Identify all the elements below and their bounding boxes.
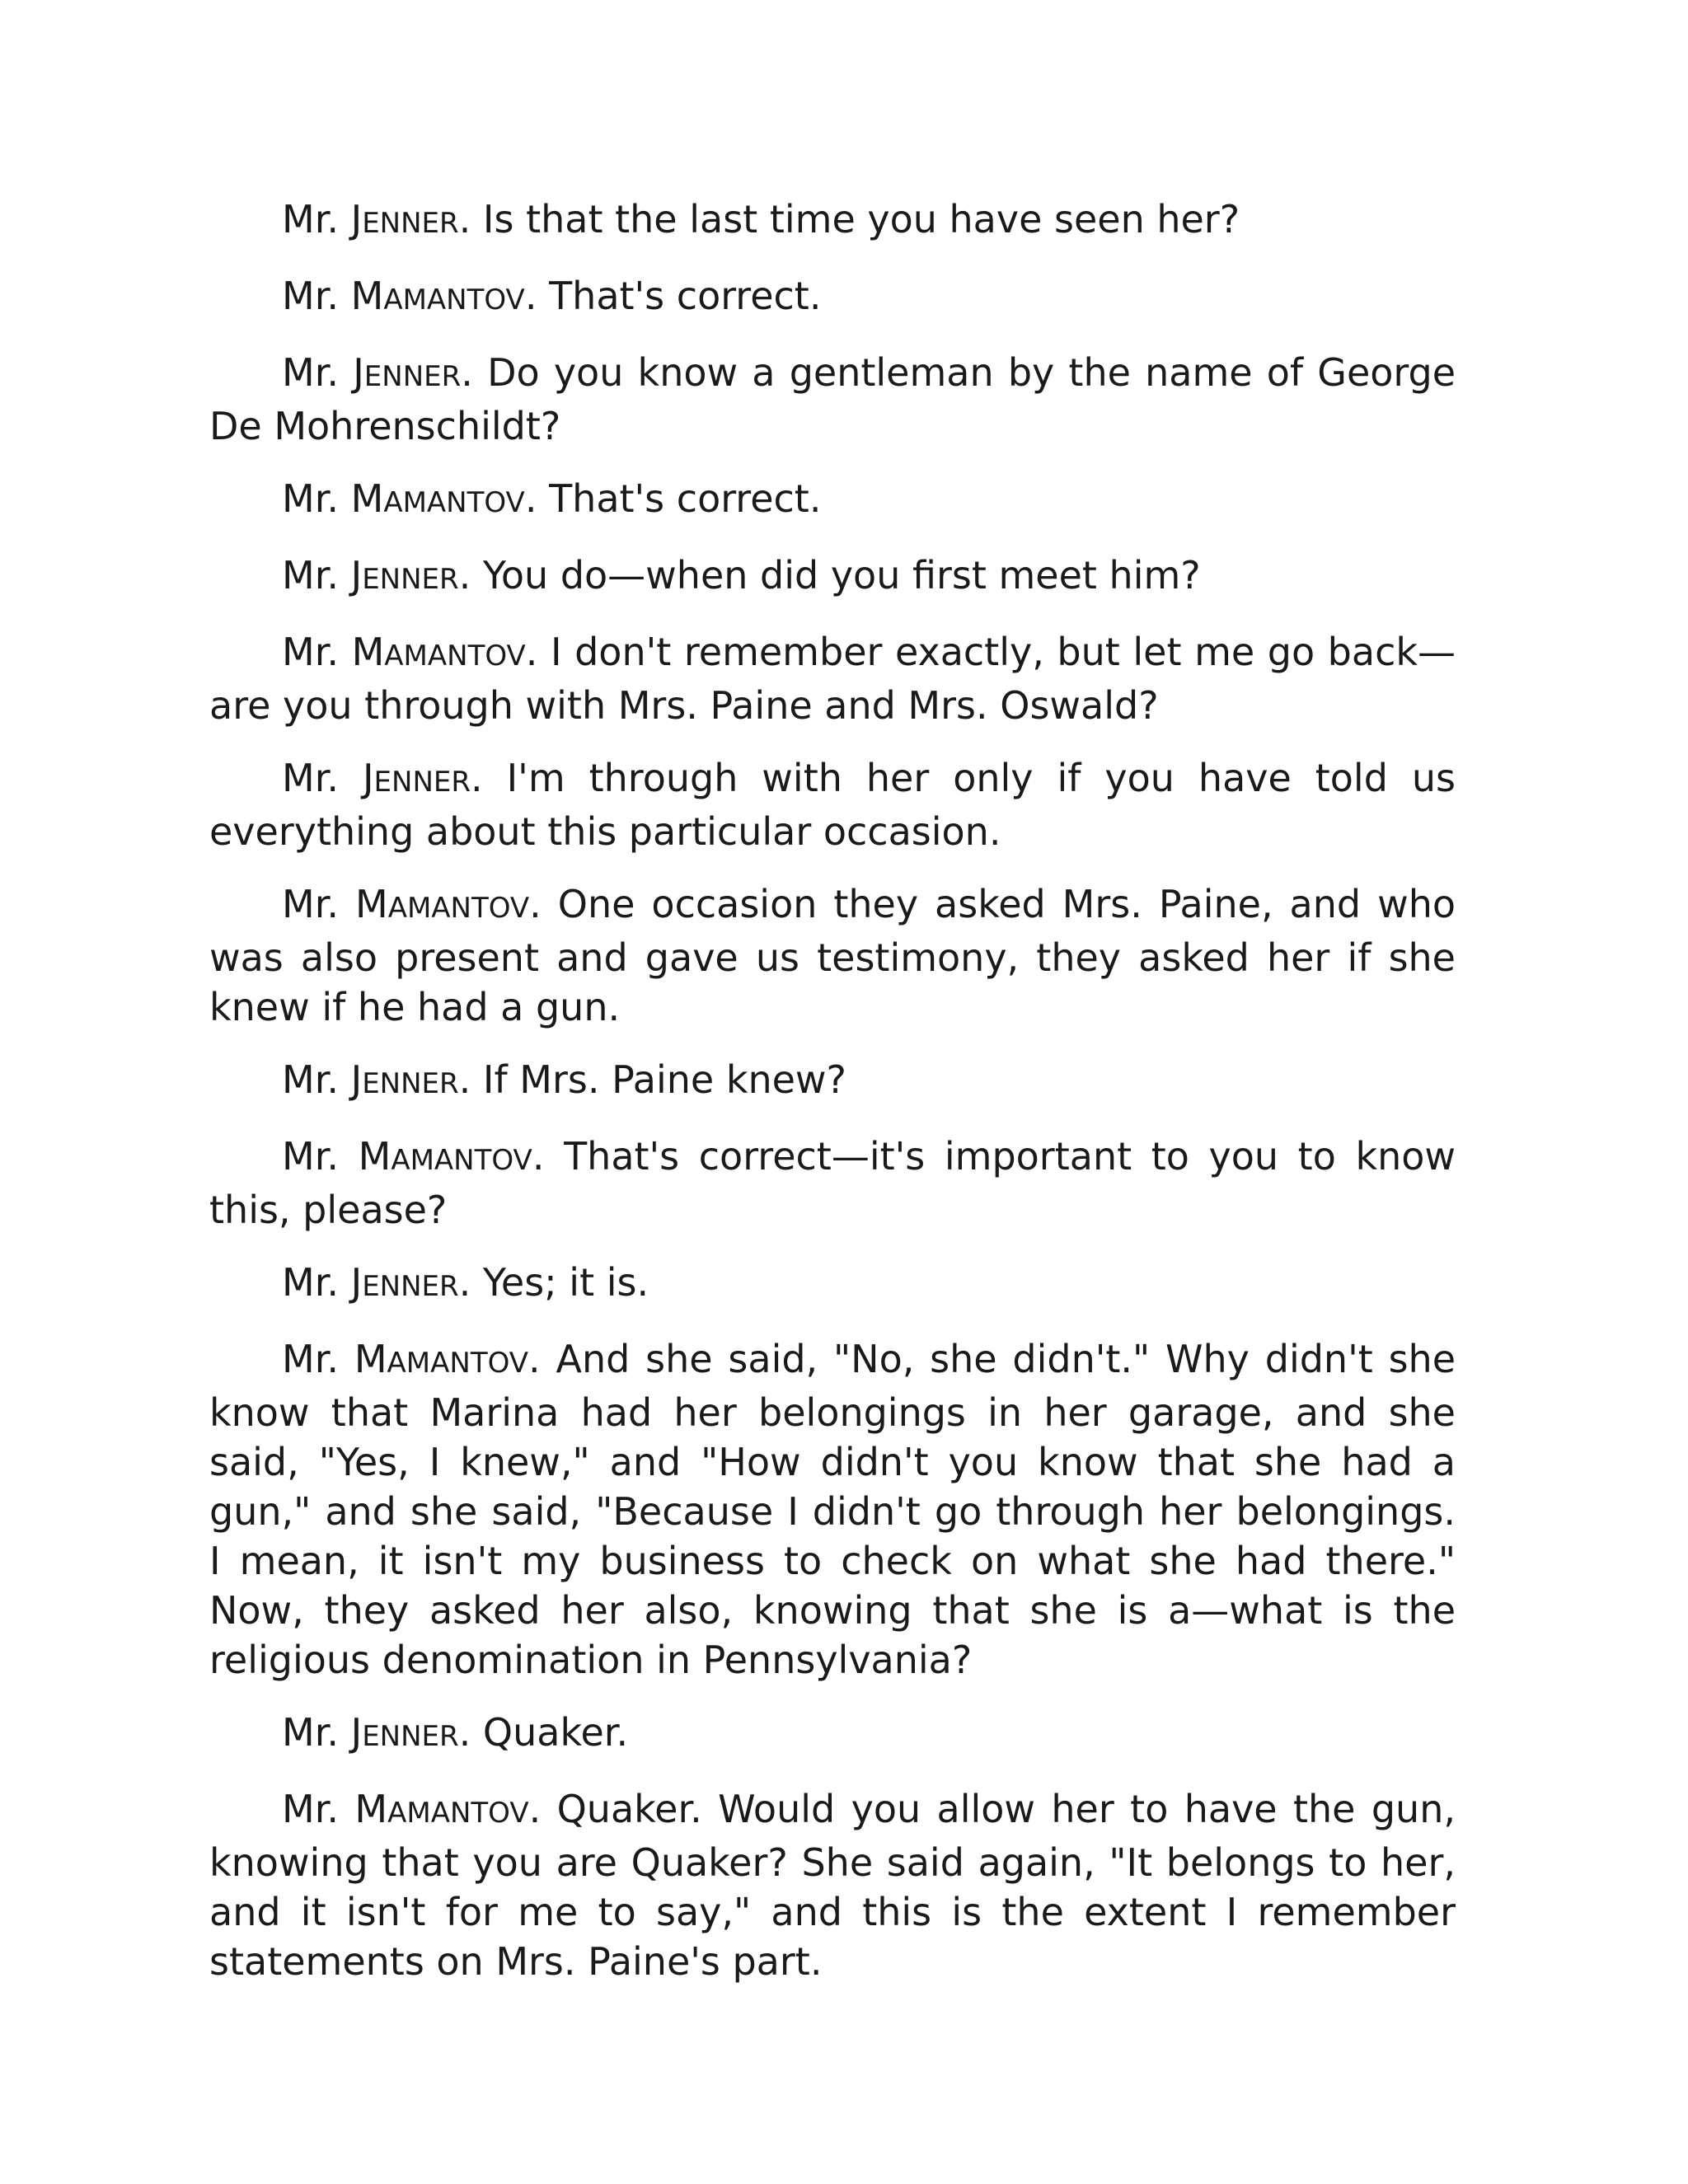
speaker-surname: AMANTOV: [384, 640, 526, 673]
dialogue-text: One occasion they asked Mrs. Paine, and who was also present and gave us testimony, they asked her if she knew if he had a gun.: [209, 882, 1456, 1029]
dialogue-text: I'm through with her only if you have told us everything about this particular occasion.: [209, 756, 1456, 854]
dialogue-paragraph: [209, 1708, 1456, 1761]
speaker-surname: ENNER: [362, 1720, 459, 1753]
dialogue-text: Is that the last time you have seen her?: [482, 197, 1240, 241]
dialogue-text: I don't remember exactly, but let me go back—are you through with Mrs. Paine and Mrs. Oswald?: [209, 630, 1456, 728]
speaker-surname: ENNER: [363, 360, 462, 393]
speaker-initial: J: [350, 1710, 363, 1755]
speaker-initial: M: [354, 1337, 387, 1381]
speaker-name: Mr. JENNER.: [282, 1710, 471, 1755]
speaker-initial: M: [350, 476, 384, 521]
speaker-title: Mr.: [282, 1057, 339, 1102]
speaker-title: Mr.: [282, 630, 339, 674]
speaker-initial: J: [350, 197, 363, 241]
speaker-surname: AMANTOV: [383, 284, 525, 316]
dialogue-text: And she said, "No, she didn't." Why didn't she know that Marina had her belongings in her garage, and she said, "Yes, I knew," and "How didn't you know that she had a gun," and she said, "Because I didn't go through her belongings. I mean, it isn't my business to check on what she had there." Now, they asked her also, knowing that she is a—what is the religious denomination in Pennsylvania?: [209, 1337, 1456, 1682]
dialogue-text: You do—when did you first meet him?: [482, 553, 1201, 598]
dialogue-text: Yes; it is.: [482, 1260, 649, 1305]
dialogue-paragraph: [209, 348, 1456, 451]
dialogue-text: That's correct.: [549, 274, 822, 318]
speaker-name: Mr. MAMANTOV.: [282, 630, 538, 674]
speaker-title: Mr.: [282, 197, 339, 241]
dialogue-paragraph: [209, 1258, 1456, 1311]
speaker-surname: ENNER: [362, 207, 459, 240]
speaker-title: Mr.: [282, 882, 339, 926]
speaker-title: Mr.: [282, 350, 339, 395]
speaker-initial: J: [353, 350, 364, 395]
speaker-name: Mr. JENNER.: [282, 350, 473, 395]
speaker-surname: ENNER: [362, 563, 459, 596]
dialogue-paragraph: [209, 627, 1456, 730]
speaker-initial: M: [358, 1134, 392, 1179]
speaker-surname: ENNER: [362, 1067, 459, 1100]
speaker-initial: M: [354, 1787, 388, 1831]
speaker-title: Mr.: [282, 1337, 339, 1381]
dialogue-text: That's correct.: [549, 476, 822, 521]
speaker-title: Mr.: [282, 1260, 339, 1305]
speaker-surname: AMANTOV: [383, 486, 525, 519]
dialogue-paragraph: [209, 1132, 1456, 1235]
transcript-page: [209, 194, 1456, 2009]
dialogue-paragraph: [209, 1784, 1456, 1986]
speaker-surname: AMANTOV: [391, 1144, 532, 1177]
speaker-initial: J: [362, 756, 374, 800]
speaker-name: Mr. MAMANTOV.: [282, 476, 537, 521]
speaker-initial: M: [350, 274, 384, 318]
speaker-initial: M: [354, 882, 388, 926]
speaker-title: Mr.: [282, 476, 339, 521]
dialogue-paragraph: [209, 271, 1456, 325]
speaker-initial: J: [350, 1260, 363, 1305]
speaker-surname: ENNER: [373, 766, 471, 799]
speaker-title: Mr.: [282, 1787, 339, 1831]
speaker-name: Mr. MAMANTOV.: [282, 882, 542, 926]
dialogue-paragraph: [209, 753, 1456, 856]
speaker-title: Mr.: [282, 1710, 339, 1755]
speaker-surname: ENNER: [362, 1270, 459, 1303]
speaker-name: Mr. MAMANTOV.: [282, 274, 537, 318]
speaker-initial: M: [351, 630, 385, 674]
speaker-name: Mr. JENNER.: [282, 756, 483, 800]
speaker-initial: J: [350, 1057, 363, 1102]
dialogue-text: Quaker. Would you allow her to have the gun, knowing that you are Quaker? She said again, "It belongs to her, and it isn't for me to say," and this is the extent I remember statements on Mrs. Paine's part.: [209, 1787, 1456, 1984]
speaker-title: Mr.: [282, 274, 339, 318]
dialogue-paragraph: [209, 474, 1456, 527]
speaker-name: Mr. JENNER.: [282, 1057, 471, 1102]
speaker-title: Mr.: [282, 756, 339, 800]
speaker-name: Mr. MAMANTOV.: [282, 1787, 542, 1831]
speaker-surname: AMANTOV: [387, 1797, 529, 1830]
dialogue-paragraph: [209, 879, 1456, 1032]
dialogue-paragraph: [209, 551, 1456, 604]
speaker-name: Mr. JENNER.: [282, 1260, 471, 1305]
speaker-name: Mr. MAMANTOV.: [282, 1134, 545, 1179]
speaker-initial: J: [350, 553, 363, 598]
speaker-title: Mr.: [282, 553, 339, 598]
dialogue-text: If Mrs. Paine knew?: [482, 1057, 846, 1102]
speaker-name: Mr. JENNER.: [282, 553, 471, 598]
dialogue-paragraph: [209, 1055, 1456, 1108]
speaker-surname: AMANTOV: [387, 892, 530, 925]
dialogue-text: Do you know a gentleman by the name of George De Mohrenschildt?: [209, 350, 1456, 448]
speaker-name: Mr. JENNER.: [282, 197, 471, 241]
dialogue-text: That's correct—it's important to you to know this, please?: [209, 1134, 1456, 1232]
dialogue-text: Quaker.: [482, 1710, 629, 1755]
speaker-title: Mr.: [282, 1134, 339, 1179]
speaker-surname: AMANTOV: [387, 1347, 529, 1380]
dialogue-paragraph: [209, 1334, 1456, 1685]
dialogue-paragraph: [209, 194, 1456, 248]
speaker-name: Mr. MAMANTOV.: [282, 1337, 541, 1381]
